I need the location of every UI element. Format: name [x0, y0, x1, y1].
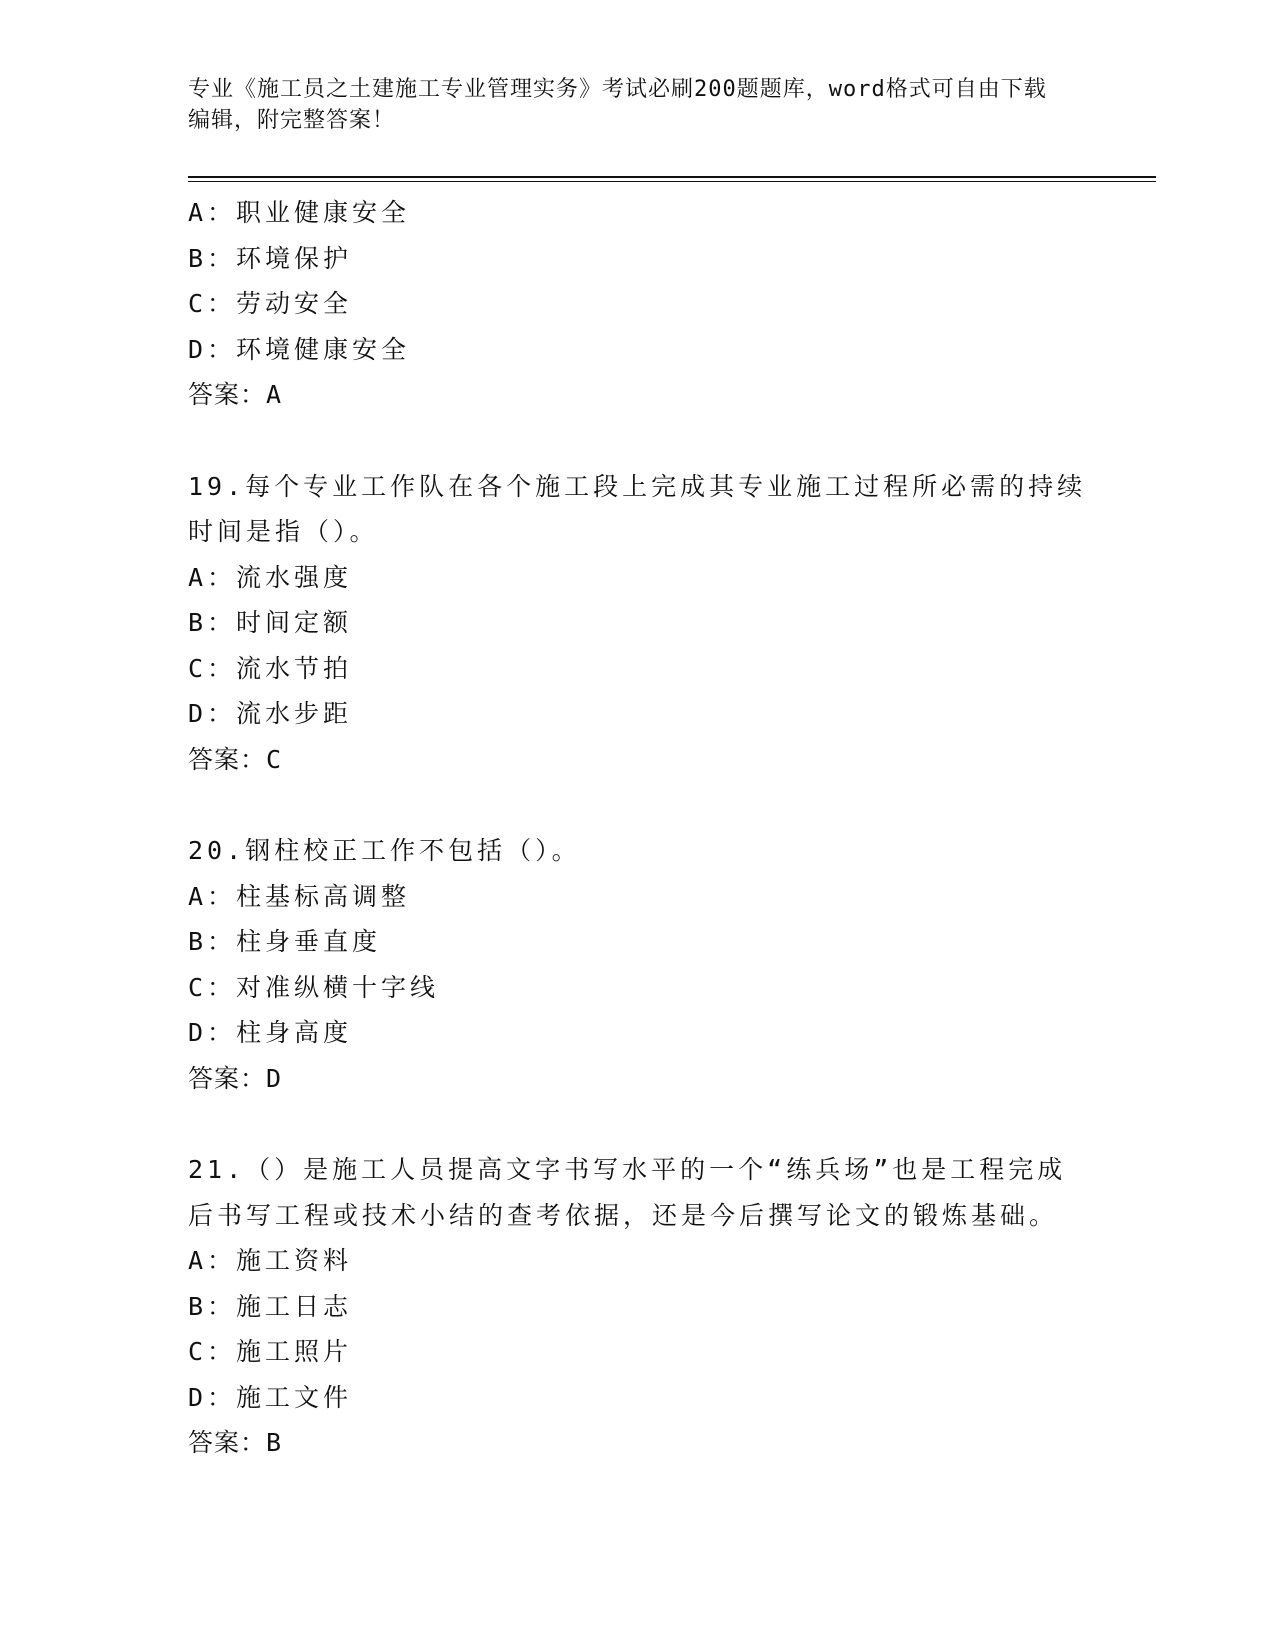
option-a: A：职业健康安全: [188, 198, 411, 227]
question-block-20: [188, 828, 1088, 1101]
answer: 答案：B: [188, 1428, 283, 1457]
option-c: C：劳动安全: [188, 289, 353, 318]
option-b: B：环境保护: [188, 243, 353, 273]
question-block-18: [188, 190, 1088, 418]
option-d: D：流水步距: [188, 699, 353, 728]
header-rule-thick: [188, 176, 1156, 178]
option-d: D：环境健康安全: [188, 334, 411, 364]
option-b: B：柱身垂直度: [188, 927, 382, 956]
option-b: B：时间定额: [188, 608, 353, 637]
option-c: C：施工照片: [188, 1337, 353, 1366]
answer: 答案：D: [188, 1063, 283, 1093]
document-header: 专业《施工员之土建施工专业管理实务》考试必刷200题题库，word格式可自由下载编辑，附完整答案！: [188, 77, 1047, 133]
option-a: A：柱基标高调整: [188, 881, 411, 911]
spacer: [188, 782, 1088, 828]
option-d: D：柱身高度: [188, 1018, 353, 1047]
answer: 答案：C: [188, 744, 283, 774]
option-b: B：施工日志: [188, 1291, 353, 1321]
question-text: 20.钢柱校正工作不包括（）。: [188, 836, 581, 865]
option-d: D：施工文件: [188, 1382, 353, 1412]
option-c: C：流水节拍: [188, 653, 353, 683]
option-a: A：施工资料: [188, 1246, 353, 1275]
option-a: A：流水强度: [188, 562, 353, 592]
question-text: 19.每个专业工作队在各个施工段上完成其专业施工过程所必需的持续时间是指（）。: [188, 471, 1087, 546]
document-body: [188, 190, 1088, 1466]
header-rule-thin: [188, 181, 1156, 182]
option-c: C：对准纵横十字线: [188, 972, 440, 1002]
spacer: [188, 1101, 1088, 1147]
spacer: [188, 418, 1088, 464]
question-text: 21.（）是施工人员提高文字书写水平的一个“练兵场”也是工程完成后书写工程或技术小结的查考依据，还是今后撰写论文的锻炼基础。: [188, 1155, 1067, 1230]
question-block-19: [188, 464, 1088, 783]
question-block-21: [188, 1147, 1088, 1466]
answer: 答案：A: [188, 380, 283, 409]
